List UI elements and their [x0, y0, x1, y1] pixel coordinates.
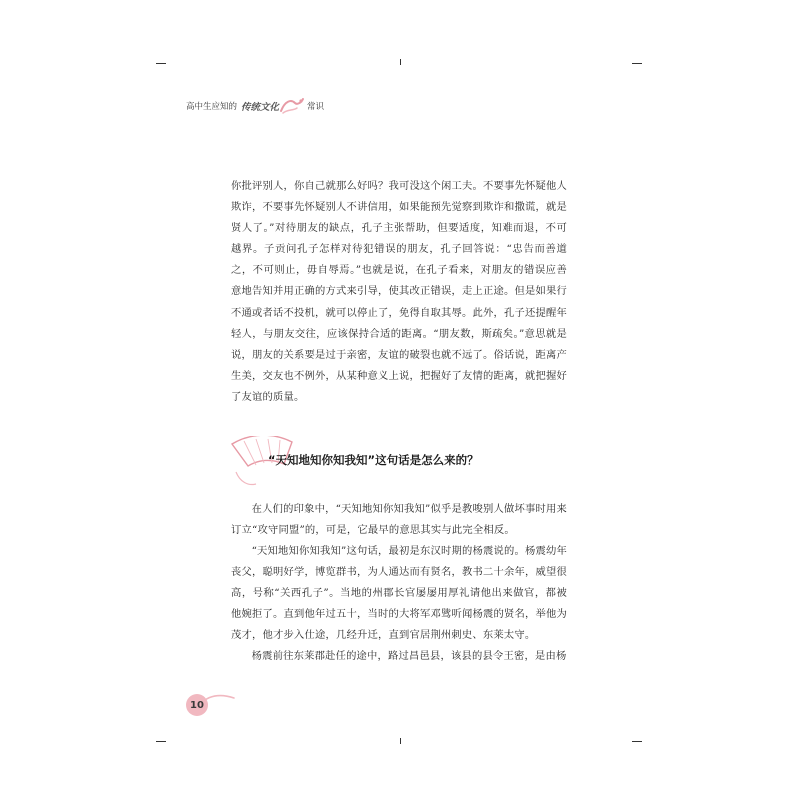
running-head — [186, 96, 324, 116]
running-head-prefix: 高中生应知的 — [186, 102, 238, 112]
section-paragraph-3: 杨震前往东莱郡赴任的途中，路过昌邑县，该县的县令王密，是由杨 — [251, 650, 567, 662]
page-number: 10 — [186, 694, 208, 716]
section-paragraph-1: 在人们的印象中，“天知地知你知我知”似乎是教唆别人做坏事时用来订立“攻守同盟”的，可是，它最早的意思其实与此完全相反。 — [231, 503, 567, 537]
crop-mark-bottom-right — [632, 741, 642, 742]
section-heading: “天知地知你知我知”这句话是怎么来的？ — [268, 453, 479, 467]
dragon-ornament-icon — [279, 95, 305, 117]
crop-mark-top-right — [632, 63, 642, 64]
crop-mark-bottom-left — [156, 741, 166, 742]
section-paragraph-2: “天知地知你知我知”这句话，最初是东汉时期的杨震说的。杨震幼年丧父，聪明好学，博览群书，为人通达而有贤名，教书二十余年，威望很高，号称“关西孔子”。当地的州郡长官屡屡用厚礼请他出来做官，都被他婉拒了。直到他年过五十，当时的大将军邓骘听闻杨震的贤名，举他为茂才，他才步入仕途，几经升迁，直到官居荆州刺史、东莱太守。 — [231, 545, 567, 642]
body-paragraph: 你批评别人，你自己就那么好吗？我可没这个闲工夫。不要事先怀疑他人欺诈，不要事先怀疑别人不讲信用，如果能预先觉察到欺诈和撒谎，就是贤人了。”对待朋友的缺点，孔子主张帮助，但要适度，知难而退，不可越界。子贡问孔子怎样对待犯错误的朋友，孔子回答说：“忠告而善道之，不可则止，毋自辱焉。”也就是说，在孔子看来，对朋友的错误应善意地告知并用正确的方式来引导，使其改正错误，走上正途。但是如果行不通或者话不投机，就可以停止了，免得自取其辱。此外，孔子还提醒年轻人，与朋友交往，应该保持合适的距离。“朋友数，斯疏矣。”意思就是说，朋友的关系要是过于亲密，友谊的破裂也就不远了。俗话说，距离产生美，交友也不例外，从某种意义上说，把握好了友情的距离，就把握好了友谊的质量。 — [231, 180, 567, 403]
running-head-highlight: 传统文化 — [241, 102, 280, 113]
section-heading-block — [226, 436, 566, 492]
crop-mark-top-center — [400, 59, 401, 65]
crop-mark-top-left — [156, 63, 166, 64]
crop-mark-bottom-center — [400, 738, 401, 744]
running-head-suffix: 常识 — [307, 102, 325, 112]
